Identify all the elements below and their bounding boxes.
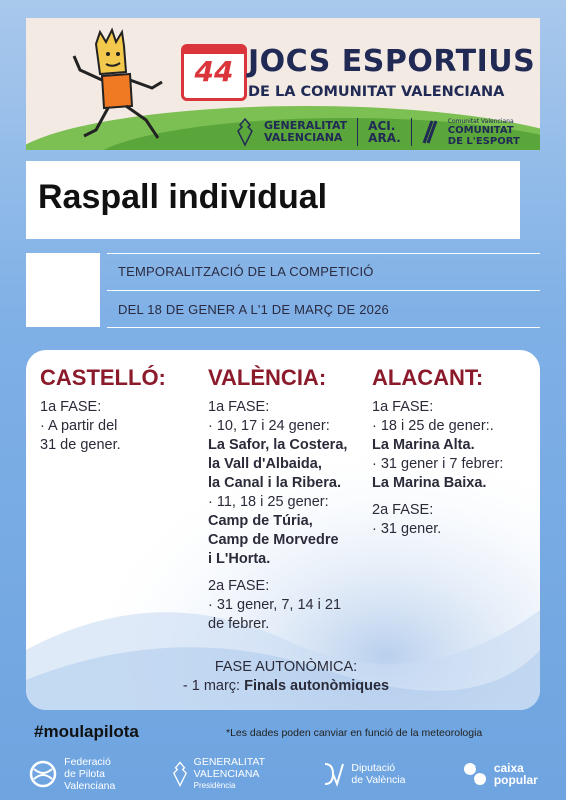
sponsor-logos (236, 114, 520, 150)
region-line: la Vall d'Albaida, (208, 456, 322, 472)
autonomica-finals: Finals autonòmiques (244, 678, 390, 694)
schedule-line: · 10, 17 i 24 gener: (208, 418, 330, 434)
region-line: La Marina Alta. (372, 437, 475, 453)
valencia-column (208, 364, 373, 634)
aci-line1: ACI. (368, 119, 396, 133)
esport-small-text: Comunitat Valenciana (447, 117, 514, 125)
region-line: Camp de Túria, (208, 513, 313, 529)
dv-monogram-icon (321, 760, 345, 788)
castello-heading: CASTELLÓ: (40, 365, 166, 390)
hashtag: #moulapilota (34, 722, 139, 741)
schedule-line: · 31 gener. (372, 521, 442, 537)
alacant-heading: ALACANT: (372, 365, 484, 390)
phase-label: 2a FASE: (372, 502, 434, 518)
divider (411, 118, 412, 146)
rule-line (107, 290, 540, 291)
autonomica-date: - 1 març: (182, 678, 245, 694)
valencia-heading: VALÈNCIA: (208, 365, 327, 390)
phase-label: 1a FASE: (372, 399, 434, 415)
footer-logos (0, 748, 566, 800)
page-title: Raspall individual (38, 178, 328, 216)
gv-line2: VALENCIANA (264, 131, 343, 144)
diputacio-logo (321, 760, 405, 788)
gv-bat-logo-icon (172, 759, 188, 789)
fpv-line3: Valenciana (64, 780, 116, 792)
castello-column (40, 364, 200, 455)
esport-line1: COMUNITAT (447, 124, 514, 136)
region-line: Camp de Morvedre (208, 532, 339, 548)
gv-presidencia-logo (172, 756, 265, 792)
region-line: La Marina Baixa. (372, 475, 487, 491)
gv-footer-line1: GENERALITAT (193, 756, 266, 768)
schedule-line: · 18 i 25 de gener:. (372, 418, 494, 434)
autonomica-heading: FASE AUTONÒMICA: (214, 659, 358, 675)
comunitat-esport-logo (448, 118, 520, 147)
header-banner (26, 18, 540, 150)
esport-line2: DE L'ESPORT (447, 135, 520, 147)
esport-stripes-icon (422, 119, 438, 145)
pilota-ball-icon (28, 759, 58, 789)
fpv-line1: Federació (64, 756, 111, 768)
region-line: la Canal i la Ribera. (208, 475, 341, 491)
schedule-line: 31 de gener. (40, 437, 121, 453)
region-line: La Safor, la Costera, (208, 437, 348, 453)
caixa-popular-icon (462, 761, 488, 787)
schedule-line: de febrer. (208, 616, 270, 632)
gv-footer-line3: Presidència (193, 781, 236, 790)
phase-label: 1a FASE: (40, 399, 102, 415)
decorative-square (26, 253, 100, 327)
rule-line (107, 327, 540, 328)
caixa-popular-logo (462, 761, 538, 787)
event-subtitle: DE LA COMUNITAT VALENCIANA (248, 84, 505, 100)
weather-note: *Les dades poden canviar en funció de la meteorologia (226, 727, 483, 739)
schedule-line: · 31 gener, 7, 14 i 21 (208, 597, 342, 613)
cp-line2: popular (493, 773, 538, 787)
gv-bat-logo-icon (236, 117, 254, 147)
alacant-column (372, 364, 532, 539)
gv-logo-text (264, 120, 347, 144)
schedule-line: · A partir del (40, 418, 118, 434)
gv-footer-line2: VALENCIANA (193, 768, 260, 780)
fpv-line2: de Pilota (64, 768, 106, 780)
temporalitzacio-label: TEMPORALITZACIÓ DE LA COMPETICIÓ (118, 264, 374, 279)
region-line: i L'Horta. (208, 551, 271, 567)
schedule-line: · 11, 18 i 25 gener: (208, 494, 329, 510)
event-title: JOCS ESPORTIUS (248, 44, 536, 79)
schedule-line: · 31 gener i 7 febrer: (372, 456, 504, 472)
phase-label: 2a FASE: (208, 578, 270, 594)
aci-line2: ARA. (368, 131, 401, 145)
phase-label: 1a FASE: (208, 399, 270, 415)
divider (357, 118, 358, 146)
aci-ara-logo (368, 120, 401, 144)
gv-line1: GENERALITAT (264, 119, 348, 132)
autonomica-block (156, 658, 416, 696)
rule-line (107, 253, 540, 254)
dv-line2: de València (351, 774, 406, 786)
autonomica-line (156, 677, 416, 696)
fpv-logo (28, 756, 115, 792)
dv-line1: Diputació (351, 762, 396, 774)
cp-line1: caixa (493, 761, 524, 775)
schedule-panel (26, 350, 540, 710)
runner-mascot-icon (66, 26, 186, 146)
edition-badge: 44 (181, 44, 247, 101)
competition-dates: DEL 18 DE GENER A L'1 DE MARÇ DE 2026 (118, 302, 389, 317)
